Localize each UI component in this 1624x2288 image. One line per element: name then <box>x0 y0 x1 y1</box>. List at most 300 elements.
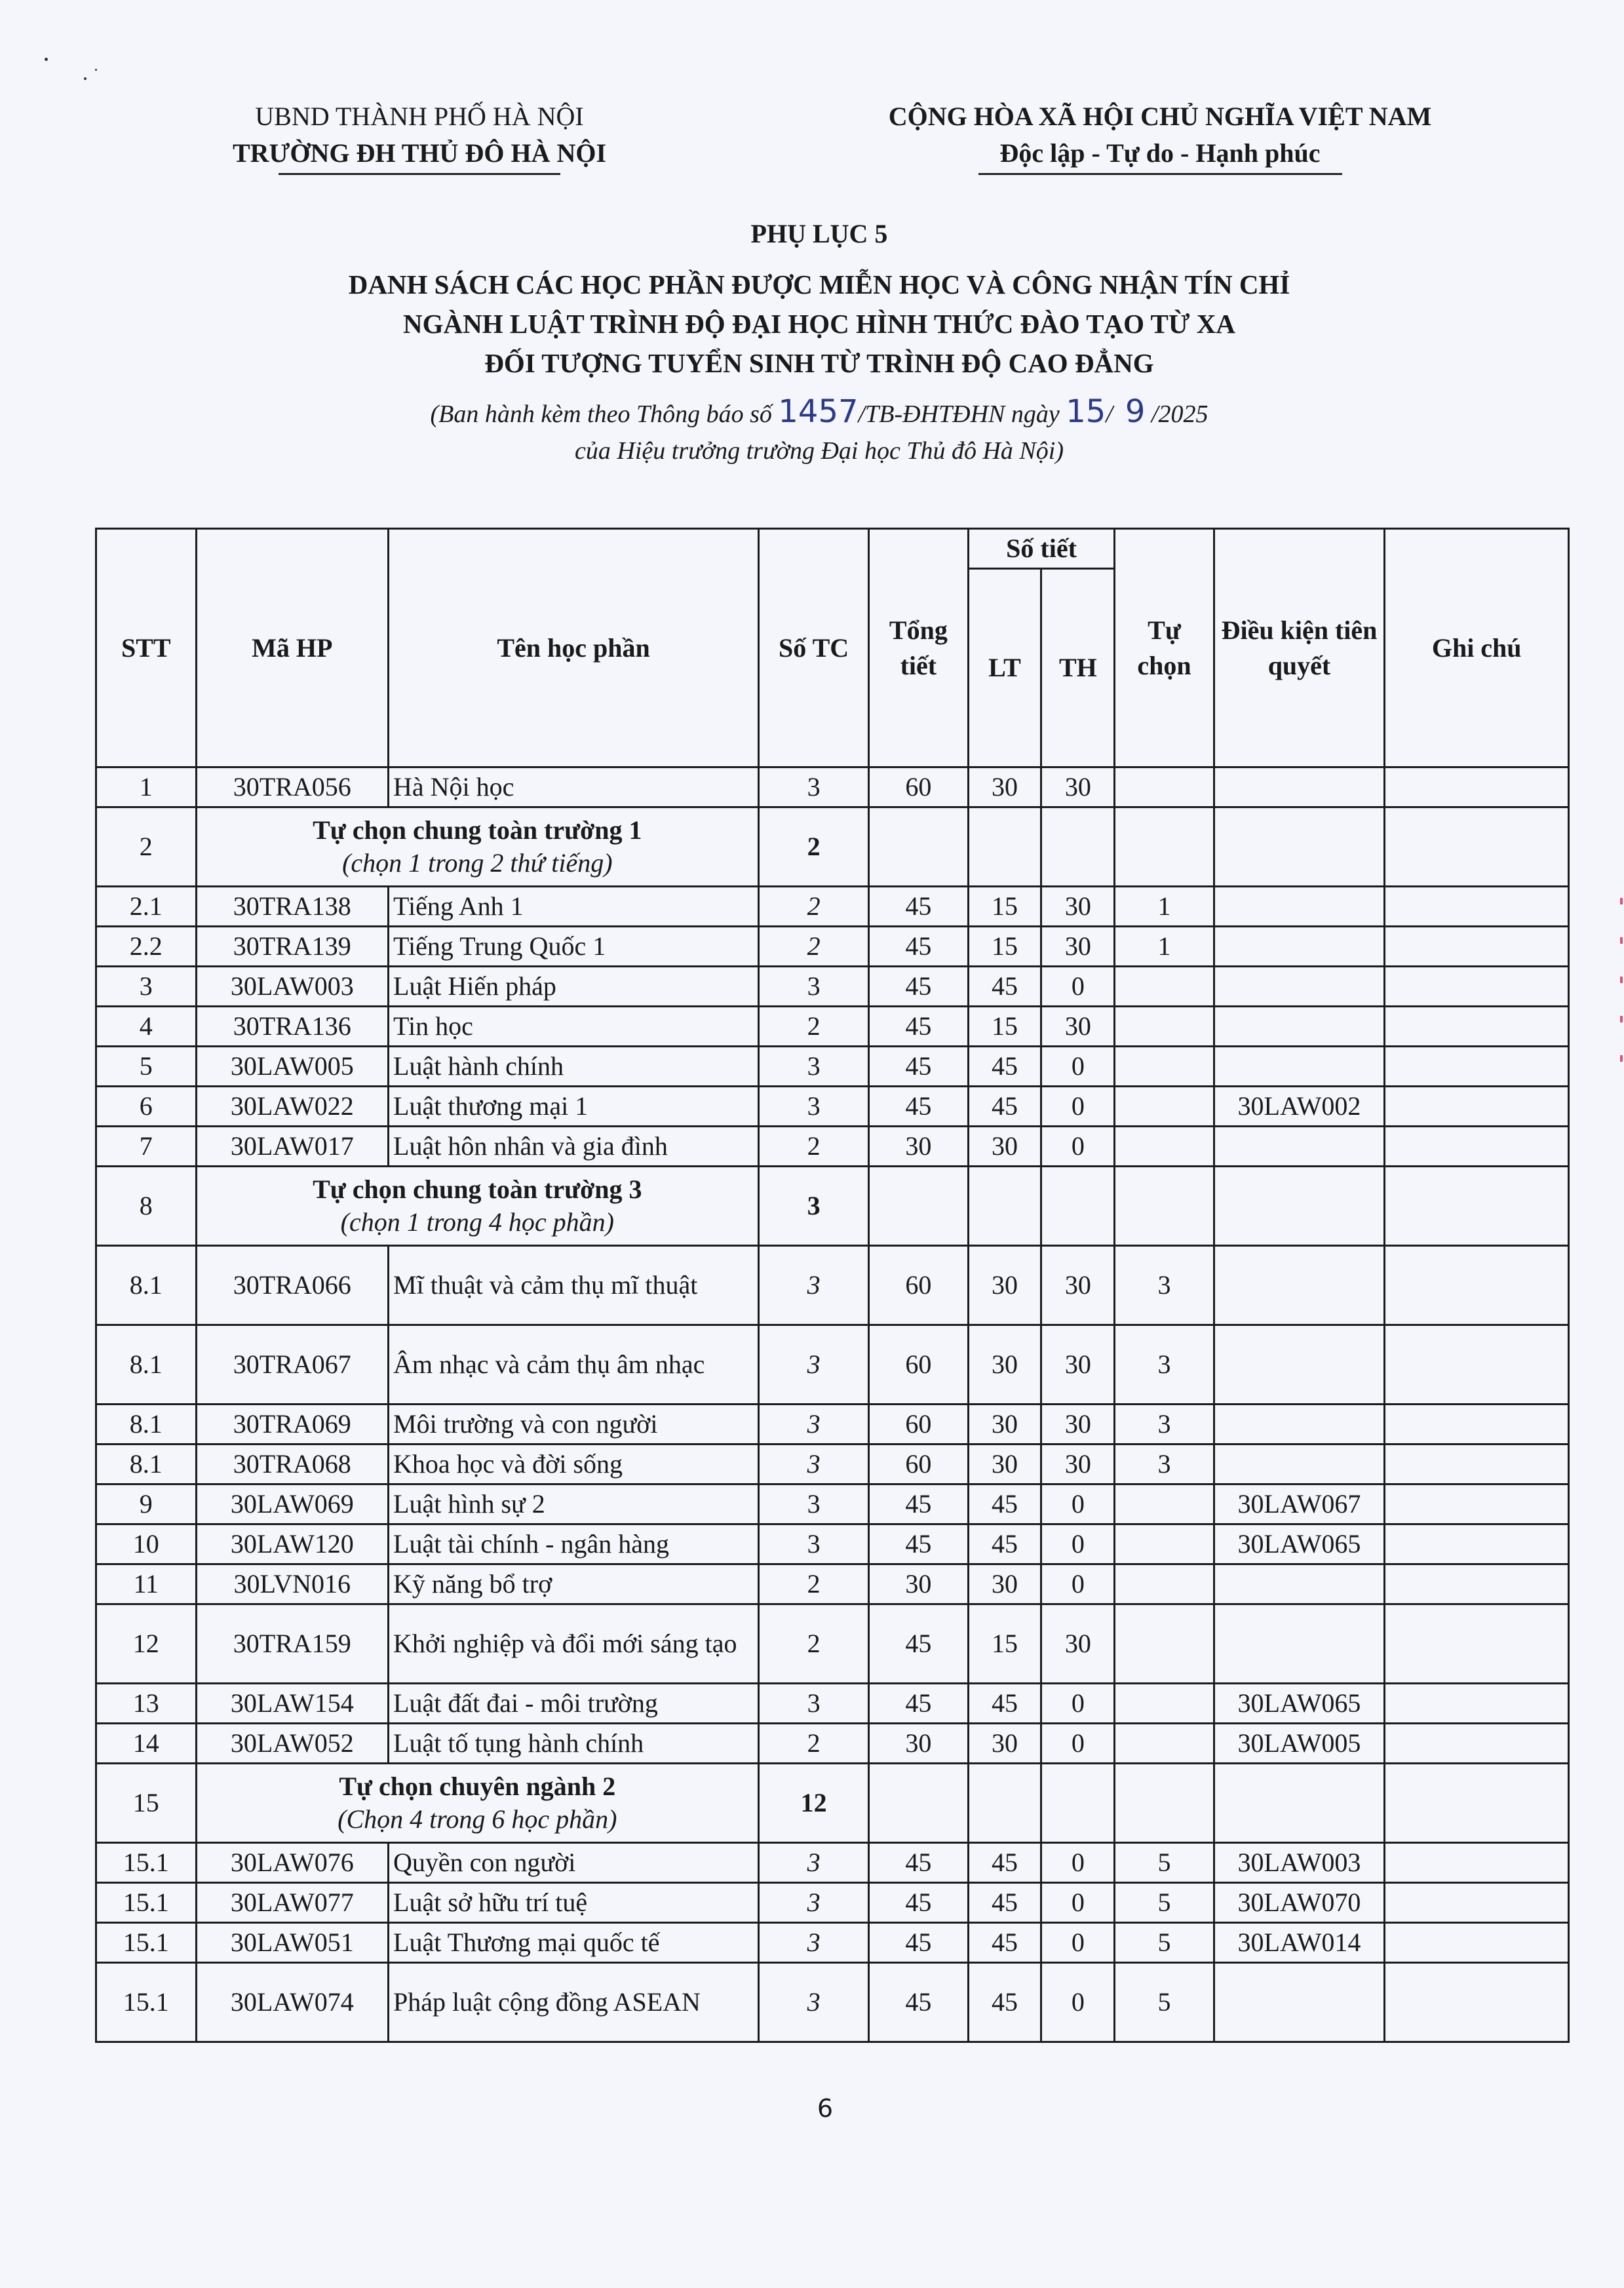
cell-note <box>1385 1445 1569 1484</box>
cell-code: 30LAW022 <box>196 1087 388 1127</box>
cell-optional: 5 <box>1115 1843 1214 1883</box>
group-row <box>96 807 1569 887</box>
cell-th: 30 <box>1041 1246 1115 1325</box>
cell-stt: 8.1 <box>96 1405 197 1445</box>
header-prerequisite: Điều kiện tiên quyết <box>1214 529 1385 767</box>
cell-stt: 9 <box>96 1484 197 1524</box>
cell-code: 30LVN016 <box>196 1564 388 1604</box>
cell-total: 45 <box>869 927 969 967</box>
cell-optional <box>1115 1484 1214 1524</box>
cell-stt: 15.1 <box>96 1923 197 1963</box>
cell-empty <box>1214 807 1385 887</box>
margin-marks <box>1620 898 1623 1081</box>
cell-stt: 15.1 <box>96 1883 197 1923</box>
cell-th: 0 <box>1041 1127 1115 1167</box>
cell-empty <box>1041 1167 1115 1246</box>
document-title-block <box>197 216 1442 469</box>
cell-credits: 2 <box>759 1604 869 1684</box>
cell-empty <box>869 1167 969 1246</box>
cell-empty <box>1214 1764 1385 1843</box>
cell-prerequisite <box>1214 967 1385 1007</box>
cell-optional: 5 <box>1115 1883 1214 1923</box>
cell-credits: 3 <box>759 1883 869 1923</box>
cell-lt: 30 <box>968 1325 1041 1405</box>
group-title: Tự chọn chuyên ngành 2 <box>339 1772 616 1801</box>
cell-code: 30TRA068 <box>196 1445 388 1484</box>
page-number: 6 <box>817 2094 834 2123</box>
agency-name: UBND THÀNH PHỐ HÀ NỘI <box>255 102 584 131</box>
cell-optional <box>1115 1604 1214 1684</box>
cell-th: 0 <box>1041 1963 1115 2042</box>
cell-note <box>1385 1963 1569 2042</box>
cell-credits: 12 <box>759 1764 869 1843</box>
cell-lt: 30 <box>968 1724 1041 1764</box>
cell-optional: 1 <box>1115 887 1214 927</box>
cell-name: Luật hôn nhân và gia đình <box>389 1127 759 1167</box>
cell-th: 0 <box>1041 1564 1115 1604</box>
cell-prerequisite <box>1214 1007 1385 1047</box>
cell-name: Tin học <box>389 1007 759 1047</box>
cell-code: 30TRA069 <box>196 1405 388 1445</box>
cell-code: 30LAW120 <box>196 1524 388 1564</box>
table-row <box>96 1047 1569 1087</box>
cell-th: 0 <box>1041 1883 1115 1923</box>
cell-code: 30TRA056 <box>196 767 388 807</box>
cell-empty <box>968 807 1041 887</box>
header-periods-group: Số tiết <box>968 529 1115 569</box>
cell-lt: 45 <box>968 1883 1041 1923</box>
issued-by: của Hiệu trưởng trường Đại học Thủ đô Hà Nội) <box>575 437 1064 465</box>
cell-credits: 2 <box>759 887 869 927</box>
cell-name: Tiếng Anh 1 <box>389 887 759 927</box>
cell-th: 30 <box>1041 767 1115 807</box>
table-row <box>96 1923 1569 1963</box>
cell-prerequisite: 30LAW065 <box>1214 1684 1385 1724</box>
cell-code: 30TRA136 <box>196 1007 388 1047</box>
cell-empty <box>1385 1167 1569 1246</box>
table-row <box>96 1604 1569 1684</box>
cell-stt: 1 <box>96 767 197 807</box>
cell-credits: 3 <box>759 967 869 1007</box>
cell-optional: 3 <box>1115 1405 1214 1445</box>
header-stt: STT <box>96 529 197 767</box>
cell-code: 30TRA138 <box>196 887 388 927</box>
cell-credits: 3 <box>759 1484 869 1524</box>
nation-name: CỘNG HÒA XÃ HỘI CHỦ NGHĨA VIỆT NAM <box>888 102 1432 131</box>
cell-credits: 3 <box>759 1246 869 1325</box>
cell-lt: 30 <box>968 1246 1041 1325</box>
table-row <box>96 1883 1569 1923</box>
header-code: Mã HP <box>196 529 388 767</box>
cell-lt: 45 <box>968 1484 1041 1524</box>
title-line-3: ĐỐI TƯỢNG TUYỂN SINH TỪ TRÌNH ĐỘ CAO ĐẲNG <box>484 348 1154 378</box>
cell-code: 30LAW074 <box>196 1963 388 2042</box>
cell-prerequisite <box>1214 1047 1385 1087</box>
cell-total: 45 <box>869 1843 969 1883</box>
cell-total: 60 <box>869 1405 969 1445</box>
cell-th: 30 <box>1041 1325 1115 1405</box>
table-row <box>96 927 1569 967</box>
cell-credits: 3 <box>759 1843 869 1883</box>
table-row <box>96 1564 1569 1604</box>
cell-prerequisite <box>1214 927 1385 967</box>
cell-name: Khoa học và đời sống <box>389 1445 759 1484</box>
cell-credits: 3 <box>759 1047 869 1087</box>
table-row <box>96 1445 1569 1484</box>
cell-credits: 3 <box>759 1923 869 1963</box>
appendix-label: PHỤ LỤC 5 <box>750 219 888 248</box>
cell-stt: 8.1 <box>96 1246 197 1325</box>
cell-total: 45 <box>869 1047 969 1087</box>
national-motto: Độc lập - Tự do - Hạnh phúc <box>999 138 1321 168</box>
cell-code: 30LAW052 <box>196 1724 388 1764</box>
cell-total: 45 <box>869 1923 969 1963</box>
cell-empty <box>968 1167 1041 1246</box>
cell-credits: 3 <box>759 1167 869 1246</box>
cell-stt: 5 <box>96 1047 197 1087</box>
cell-note <box>1385 1564 1569 1604</box>
cell-optional: 3 <box>1115 1246 1214 1325</box>
cell-stt: 8.1 <box>96 1325 197 1405</box>
cell-name: Luật Hiến pháp <box>389 967 759 1007</box>
cell-lt: 45 <box>968 1963 1041 2042</box>
cell-note <box>1385 967 1569 1007</box>
cell-th: 0 <box>1041 1843 1115 1883</box>
cell-prerequisite <box>1214 767 1385 807</box>
cell-prerequisite <box>1214 1246 1385 1325</box>
group-title-cell <box>196 1764 759 1843</box>
cell-stt: 10 <box>96 1524 197 1564</box>
cell-prerequisite <box>1214 1564 1385 1604</box>
cell-total: 30 <box>869 1564 969 1604</box>
cell-stt: 15 <box>96 1764 197 1843</box>
cell-optional: 1 <box>1115 927 1214 967</box>
cell-note <box>1385 1127 1569 1167</box>
table-row <box>96 967 1569 1007</box>
cell-empty <box>968 1764 1041 1843</box>
cell-th: 0 <box>1041 1087 1115 1127</box>
table-row <box>96 1684 1569 1724</box>
cell-stt: 14 <box>96 1724 197 1764</box>
cell-code: 30LAW154 <box>196 1684 388 1724</box>
school-name: TRƯỜNG ĐH THỦ ĐÔ HÀ NỘI <box>232 138 607 168</box>
cell-note <box>1385 1604 1569 1684</box>
cell-total: 60 <box>869 1246 969 1325</box>
cell-note <box>1385 1047 1569 1087</box>
cell-prerequisite <box>1214 1325 1385 1405</box>
cell-th: 0 <box>1041 1923 1115 1963</box>
issuance-note: (Ban hành kèm theo Thông báo số 1457/TB-ĐHTĐHN ngày 15/ 9 /2025 của Hiệu trưởng trường Đại học Thủ đô Hà Nội) <box>430 393 1208 465</box>
cell-empty <box>1115 1167 1214 1246</box>
cell-prerequisite <box>1214 1405 1385 1445</box>
cell-empty <box>1385 807 1569 887</box>
cell-empty <box>869 1764 969 1843</box>
header-th: TH <box>1041 569 1115 767</box>
cell-total: 30 <box>869 1127 969 1167</box>
cell-lt: 15 <box>968 1007 1041 1047</box>
cell-note <box>1385 1246 1569 1325</box>
cell-credits: 3 <box>759 767 869 807</box>
cell-credits: 2 <box>759 927 869 967</box>
issued-mid: /TB-ĐHTĐHN ngày <box>858 400 1060 428</box>
cell-th: 0 <box>1041 1684 1115 1724</box>
issued-prefix: (Ban hành kèm theo Thông báo số <box>430 400 772 428</box>
cell-name: Luật hình sự 2 <box>389 1484 759 1524</box>
cell-credits: 2 <box>759 1127 869 1167</box>
issue-year: /2025 <box>1151 400 1208 428</box>
group-title-cell <box>196 1167 759 1246</box>
header-credits: Số TC <box>759 529 869 767</box>
cell-total: 45 <box>869 1484 969 1524</box>
cell-prerequisite: 30LAW067 <box>1214 1484 1385 1524</box>
national-title <box>832 98 1488 175</box>
cell-lt: 30 <box>968 1564 1041 1604</box>
cell-code: 30TRA139 <box>196 927 388 967</box>
cell-th: 0 <box>1041 1484 1115 1524</box>
cell-lt: 45 <box>968 1923 1041 1963</box>
cell-note <box>1385 1883 1569 1923</box>
cell-credits: 3 <box>759 1684 869 1724</box>
cell-optional <box>1115 767 1214 807</box>
cell-name: Luật hành chính <box>389 1047 759 1087</box>
cell-prerequisite: 30LAW003 <box>1214 1843 1385 1883</box>
cell-name: Luật Thương mại quốc tế <box>389 1923 759 1963</box>
cell-empty <box>1214 1167 1385 1246</box>
cell-credits: 3 <box>759 1445 869 1484</box>
cell-prerequisite: 30LAW005 <box>1214 1724 1385 1764</box>
cell-optional <box>1115 1047 1214 1087</box>
cell-name: Môi trường và con người <box>389 1405 759 1445</box>
cell-lt: 15 <box>968 1604 1041 1684</box>
cell-stt: 4 <box>96 1007 197 1047</box>
cell-credits: 3 <box>759 1087 869 1127</box>
cell-note <box>1385 1007 1569 1047</box>
cell-th: 30 <box>1041 1405 1115 1445</box>
cell-note <box>1385 1325 1569 1405</box>
cell-note <box>1385 1923 1569 1963</box>
cell-credits: 3 <box>759 1405 869 1445</box>
cell-empty <box>1041 807 1115 887</box>
cell-code: 30LAW017 <box>196 1127 388 1167</box>
cell-lt: 45 <box>968 1524 1041 1564</box>
cell-total: 60 <box>869 1445 969 1484</box>
cell-optional <box>1115 1564 1214 1604</box>
cell-th: 30 <box>1041 1604 1115 1684</box>
cell-name: Hà Nội học <box>389 767 759 807</box>
cell-optional: 3 <box>1115 1325 1214 1405</box>
cell-total: 45 <box>869 967 969 1007</box>
cell-th: 30 <box>1041 1445 1115 1484</box>
cell-prerequisite <box>1214 887 1385 927</box>
header-note: Ghi chú <box>1385 529 1569 767</box>
cell-stt: 2.2 <box>96 927 197 967</box>
cell-stt: 13 <box>96 1684 197 1724</box>
notice-number: 1457 <box>778 393 859 430</box>
header-optional: Tự chọn <box>1115 529 1214 767</box>
cell-total: 45 <box>869 1087 969 1127</box>
cell-optional: 5 <box>1115 1923 1214 1963</box>
cell-prerequisite: 30LAW014 <box>1214 1923 1385 1963</box>
group-title-cell <box>196 807 759 887</box>
cell-stt: 11 <box>96 1564 197 1604</box>
cell-total: 45 <box>869 1963 969 2042</box>
cell-lt: 45 <box>968 1843 1041 1883</box>
cell-name: Tiếng Trung Quốc 1 <box>389 927 759 967</box>
table-row <box>96 1405 1569 1445</box>
cell-name: Luật sở hữu trí tuệ <box>389 1883 759 1923</box>
cell-lt: 30 <box>968 1445 1041 1484</box>
cell-prerequisite <box>1214 1963 1385 2042</box>
cell-total: 60 <box>869 767 969 807</box>
table-row <box>96 1843 1569 1883</box>
header-lt: LT <box>968 569 1041 767</box>
group-subtitle: (chọn 1 trong 2 thứ tiếng) <box>342 848 613 878</box>
cell-note <box>1385 1724 1569 1764</box>
cell-note <box>1385 887 1569 927</box>
cell-lt: 45 <box>968 1684 1041 1724</box>
cell-total: 45 <box>869 1684 969 1724</box>
cell-stt: 15.1 <box>96 1963 197 2042</box>
cell-credits: 2 <box>759 1724 869 1764</box>
cell-prerequisite: 30LAW002 <box>1214 1087 1385 1127</box>
header-total: Tổng tiết <box>869 529 969 767</box>
issue-day: 15 <box>1066 393 1106 430</box>
table-row <box>96 887 1569 927</box>
cell-total: 45 <box>869 887 969 927</box>
cell-code: 30TRA066 <box>196 1246 388 1325</box>
cell-note <box>1385 1843 1569 1883</box>
cell-lt: 30 <box>968 1127 1041 1167</box>
title-line-2: NGÀNH LUẬT TRÌNH ĐỘ ĐẠI HỌC HÌNH THỨC ĐÀO TẠO TỪ XA <box>402 309 1236 339</box>
table-row <box>96 1524 1569 1564</box>
table-row <box>96 1325 1569 1405</box>
group-title: Tự chọn chung toàn trường 1 <box>313 815 642 845</box>
cell-stt: 15.1 <box>96 1843 197 1883</box>
cell-name: Luật thương mại 1 <box>389 1087 759 1127</box>
cell-th: 30 <box>1041 887 1115 927</box>
cell-total: 60 <box>869 1325 969 1405</box>
cell-optional <box>1115 1007 1214 1047</box>
table-row <box>96 1484 1569 1524</box>
cell-prerequisite <box>1214 1127 1385 1167</box>
cell-name: Khởi nghiệp và đổi mới sáng tạo <box>389 1604 759 1684</box>
cell-prerequisite <box>1214 1604 1385 1684</box>
cell-name: Âm nhạc và cảm thụ âm nhạc <box>389 1325 759 1405</box>
cell-note <box>1385 927 1569 967</box>
cell-optional <box>1115 1524 1214 1564</box>
cell-code: 30TRA067 <box>196 1325 388 1405</box>
cell-stt: 3 <box>96 967 197 1007</box>
cell-optional: 3 <box>1115 1445 1214 1484</box>
table-body <box>96 767 1569 2042</box>
cell-credits: 3 <box>759 1325 869 1405</box>
cell-credits: 3 <box>759 1963 869 2042</box>
cell-empty <box>1115 807 1214 887</box>
cell-code: 30LAW077 <box>196 1883 388 1923</box>
cell-stt: 12 <box>96 1604 197 1684</box>
group-subtitle: (Chọn 4 trong 6 học phần) <box>338 1804 617 1834</box>
cell-note <box>1385 1087 1569 1127</box>
cell-name: Luật tố tụng hành chính <box>389 1724 759 1764</box>
cell-lt: 45 <box>968 1087 1041 1127</box>
cell-total: 45 <box>869 1524 969 1564</box>
cell-credits: 3 <box>759 1524 869 1564</box>
cell-code: 30LAW005 <box>196 1047 388 1087</box>
cell-empty <box>1385 1764 1569 1843</box>
cell-th: 30 <box>1041 927 1115 967</box>
table-row <box>96 1963 1569 2042</box>
cell-th: 0 <box>1041 1724 1115 1764</box>
cell-note <box>1385 767 1569 807</box>
table-row <box>96 1246 1569 1325</box>
cell-stt: 2.1 <box>96 887 197 927</box>
group-subtitle: (chọn 1 trong 4 học phần) <box>340 1207 614 1237</box>
cell-lt: 15 <box>968 927 1041 967</box>
cell-optional <box>1115 1087 1214 1127</box>
cell-optional: 5 <box>1115 1963 1214 2042</box>
cell-total: 30 <box>869 1724 969 1764</box>
cell-prerequisite: 30LAW070 <box>1214 1883 1385 1923</box>
cell-total: 45 <box>869 1604 969 1684</box>
cell-stt: 6 <box>96 1087 197 1127</box>
cell-name: Luật đất đai - môi trường <box>389 1684 759 1724</box>
cell-total: 45 <box>869 1883 969 1923</box>
cell-lt: 45 <box>968 1047 1041 1087</box>
cell-optional <box>1115 1684 1214 1724</box>
cell-note <box>1385 1684 1569 1724</box>
cell-credits: 2 <box>759 1007 869 1047</box>
course-exemption-table <box>95 528 1570 2043</box>
table-row <box>96 1127 1569 1167</box>
cell-th: 0 <box>1041 967 1115 1007</box>
cell-empty <box>1041 1764 1115 1843</box>
group-row <box>96 1764 1569 1843</box>
cell-name: Mĩ thuật và cảm thụ mĩ thuật <box>389 1246 759 1325</box>
cell-code: 30LAW076 <box>196 1843 388 1883</box>
cell-th: 0 <box>1041 1047 1115 1087</box>
group-row <box>96 1167 1569 1246</box>
cell-code: 30TRA159 <box>196 1604 388 1684</box>
cell-code: 30LAW051 <box>196 1923 388 1963</box>
cell-optional <box>1115 1127 1214 1167</box>
scan-speck <box>84 77 87 80</box>
table-row <box>96 1724 1569 1764</box>
scan-speck <box>45 58 48 61</box>
cell-optional <box>1115 967 1214 1007</box>
cell-lt: 15 <box>968 887 1041 927</box>
cell-empty <box>869 807 969 887</box>
cell-note <box>1385 1484 1569 1524</box>
cell-credits: 2 <box>759 1564 869 1604</box>
table-row <box>96 1087 1569 1127</box>
cell-lt: 30 <box>968 1405 1041 1445</box>
cell-optional <box>1115 1724 1214 1764</box>
cell-th: 30 <box>1041 1007 1115 1047</box>
header-name: Tên học phần <box>389 529 759 767</box>
cell-stt: 8.1 <box>96 1445 197 1484</box>
cell-total: 45 <box>869 1007 969 1047</box>
cell-lt: 45 <box>968 967 1041 1007</box>
title-line-1: DANH SÁCH CÁC HỌC PHẦN ĐƯỢC MIỄN HỌC VÀ CÔNG NHẬN TÍN CHỈ <box>348 269 1290 300</box>
cell-stt: 2 <box>96 807 197 887</box>
cell-lt: 30 <box>968 767 1041 807</box>
table-row <box>96 1007 1569 1047</box>
header-left-underline <box>279 173 560 175</box>
cell-name: Pháp luật cộng đồng ASEAN <box>389 1963 759 2042</box>
table-row <box>96 767 1569 807</box>
cell-name: Luật tài chính - ngân hàng <box>389 1524 759 1564</box>
scan-speck <box>95 69 97 71</box>
